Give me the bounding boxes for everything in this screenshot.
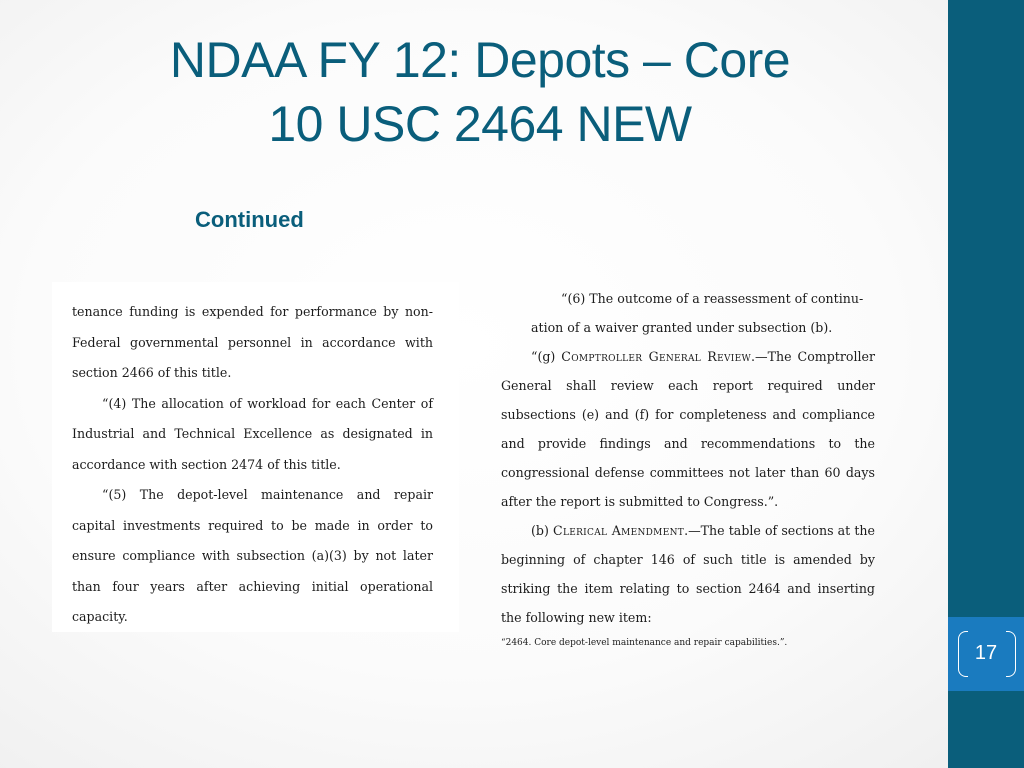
right-paragraph-1a: “(6) The outcome of a reassessment of continu- bbox=[561, 291, 864, 306]
title-line-1: NDAA FY 12: Depots – Core bbox=[169, 32, 791, 88]
right-paragraph-3-text: .—The table of sections at the beginning of chapter 146 of such title is amended by striking the item relating to section 2464 and inserting the following new item: bbox=[501, 523, 875, 625]
right-paragraph-2 bbox=[501, 342, 875, 516]
right-document-column bbox=[501, 284, 875, 632]
right-paragraph-1b: ation of a waiver granted under subsection (b). bbox=[531, 320, 833, 335]
slide-title bbox=[40, 28, 920, 156]
right-paragraph-2-text: .—The Comptroller General shall review each report required under subsections (e) and (f) for completeness and compliance and provide findings and recommendations to the congressional defense committees not later than 60 days after the report is submitted to Congress.”. bbox=[501, 349, 875, 509]
page-number-badge bbox=[948, 617, 1024, 691]
title-line-2: 10 USC 2464 NEW bbox=[268, 96, 692, 152]
right-paragraph-3-open: (b) bbox=[531, 523, 554, 538]
page-number: 17 bbox=[974, 642, 998, 664]
left-paragraph-3: “(5) The depot-level maintenance and repair capital investments required to be made in order to ensure compliance with subsection (a)(3) by not later than four years after achieving initial operational capacity. bbox=[72, 487, 433, 624]
left-document-column bbox=[72, 297, 433, 633]
right-paragraph-2-open: “(g) bbox=[531, 349, 562, 364]
left-paragraph-2: “(4) The allocation of workload for each Center of Industrial and Technical Excellence as designated in accordance with section 2474 of this title. bbox=[72, 395, 433, 472]
comptroller-heading: Comptroller General Review bbox=[561, 349, 752, 364]
section-item-footnote: “2464. Core depot-level maintenance and repair capabilities.”. bbox=[501, 638, 788, 648]
left-paragraph-1: tenance funding is expended for performance by non-Federal governmental personnel in accordance with section 2466 of this title. bbox=[72, 304, 433, 380]
slide-subtitle: Continued bbox=[195, 207, 304, 232]
clerical-heading: Clerical Amendment bbox=[553, 523, 685, 538]
right-paragraph-3 bbox=[501, 516, 875, 632]
right-brace-icon bbox=[1006, 631, 1016, 677]
